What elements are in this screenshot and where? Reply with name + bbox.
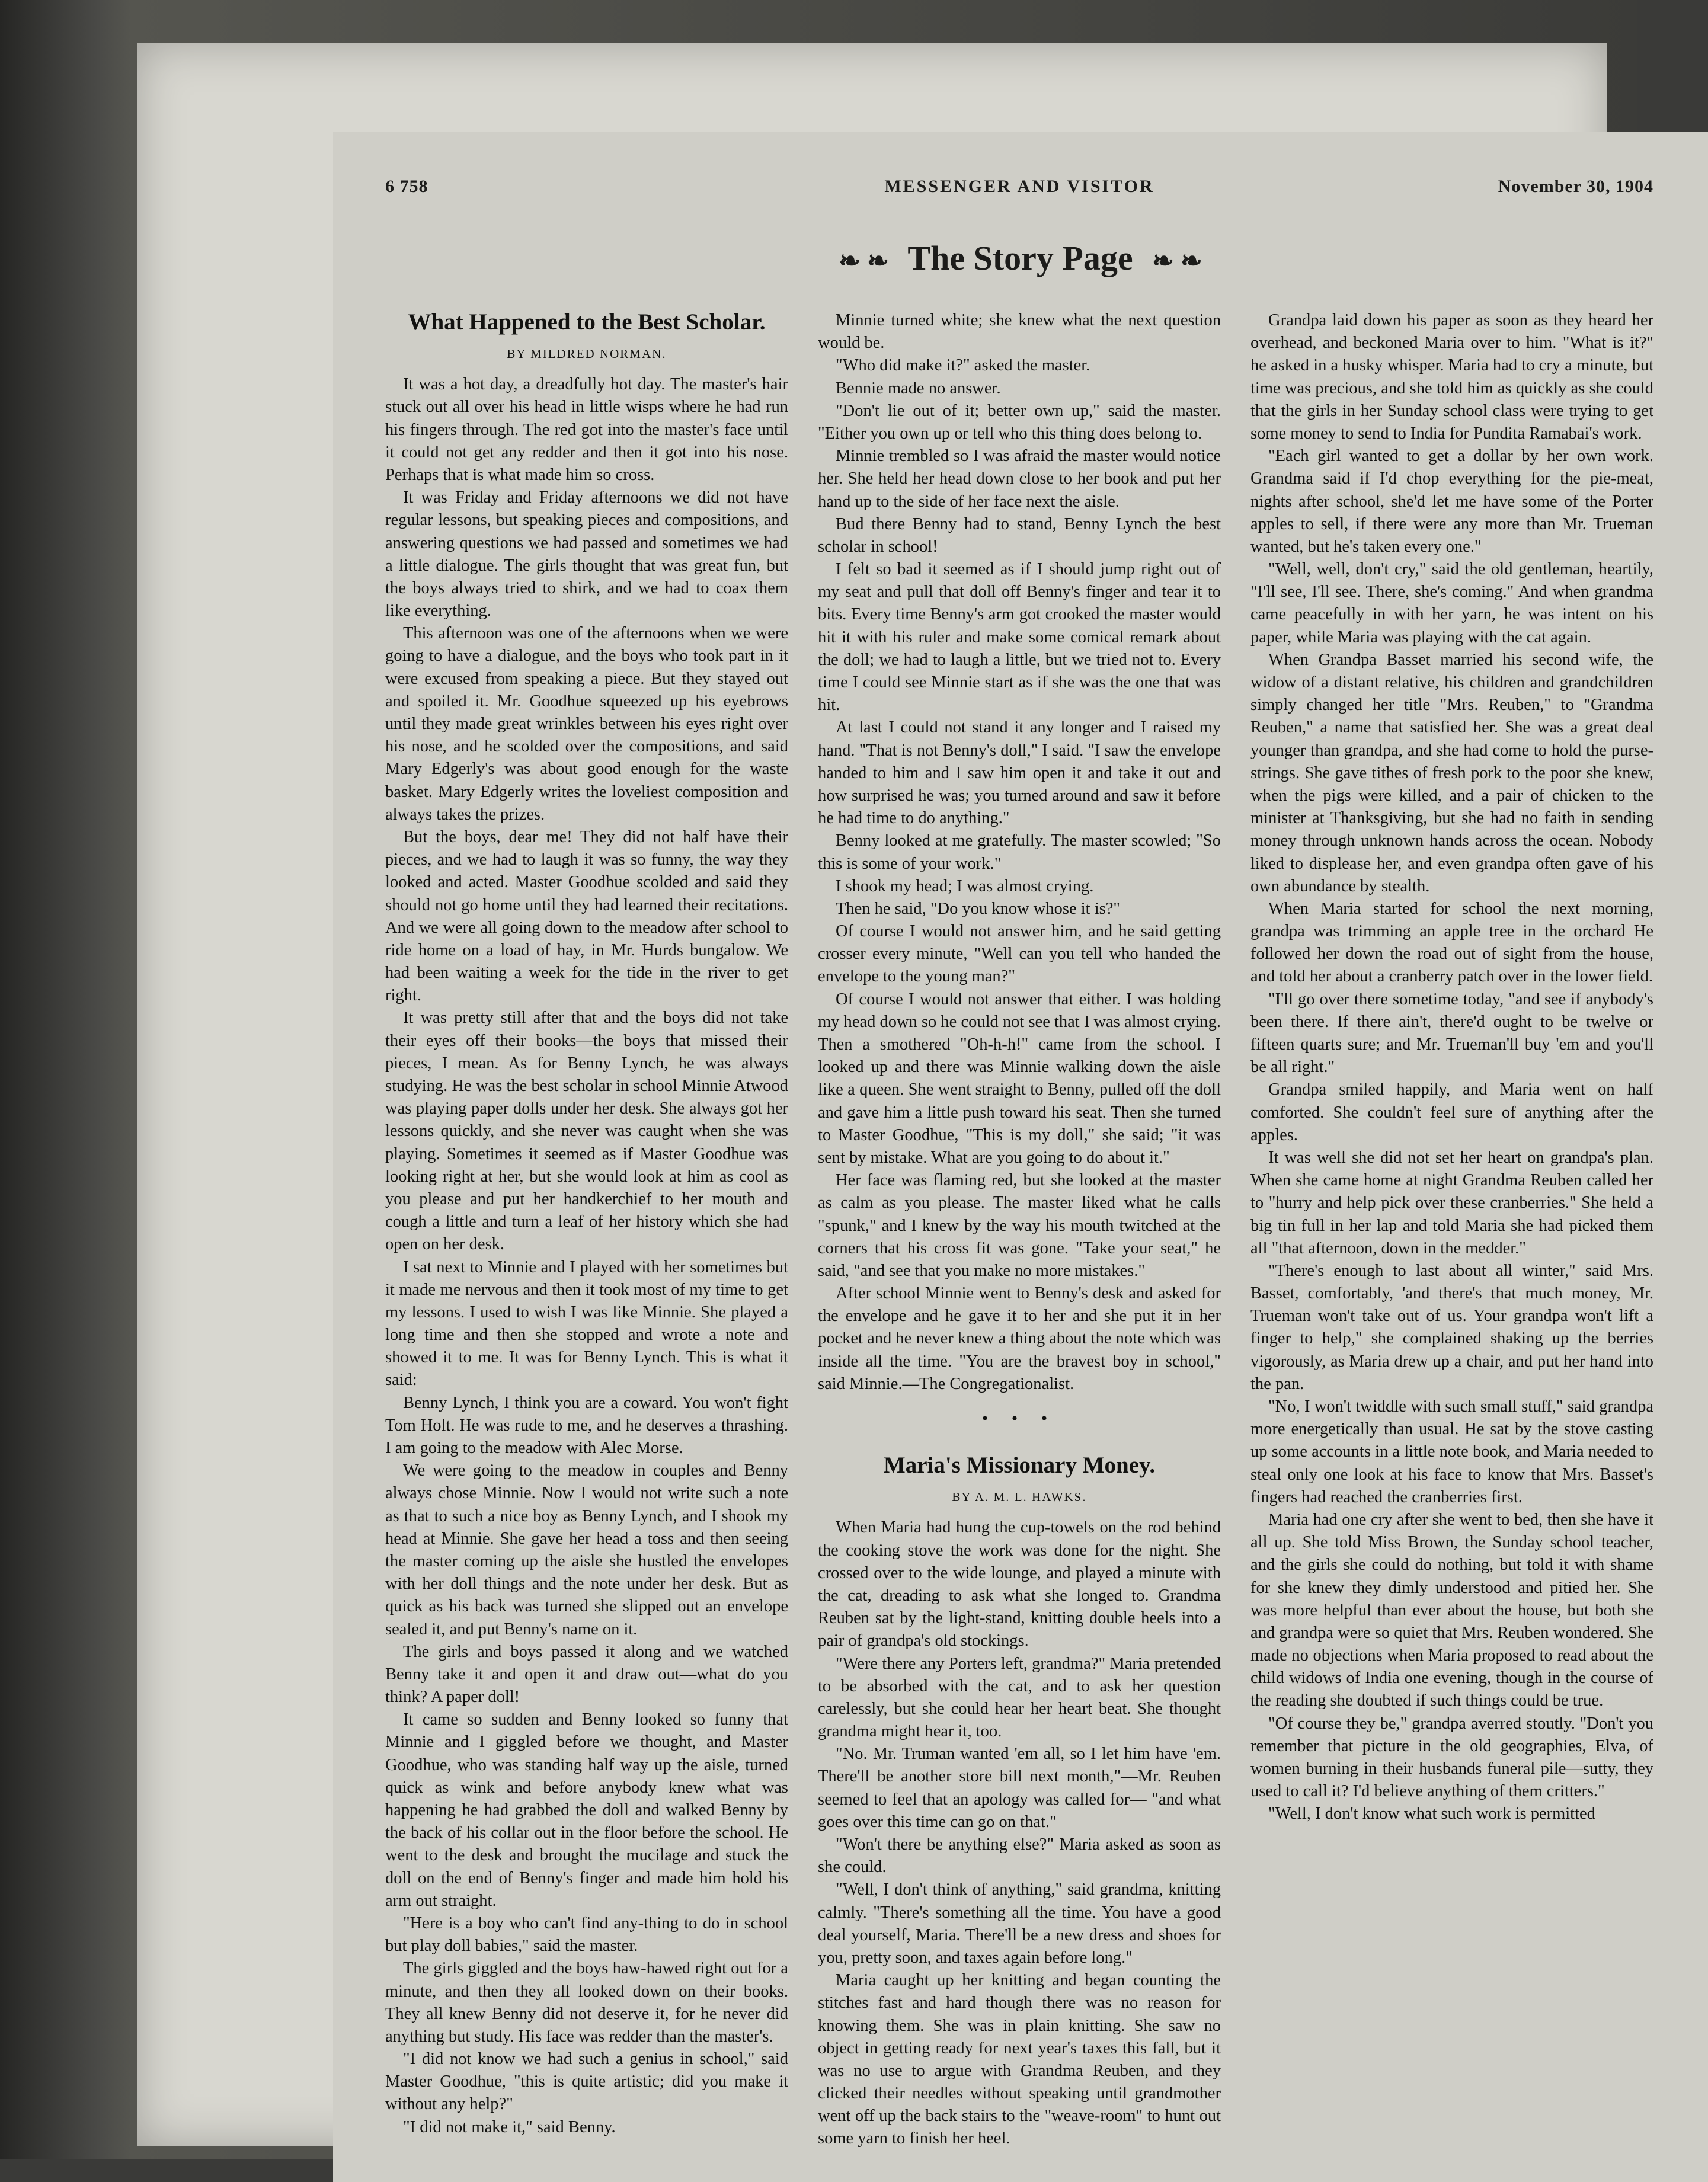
article-paragraph: Grandpa smiled happily, and Maria went on half comforted. She couldn't feel sure of anything after the apples. xyxy=(1250,1080,1653,1144)
article-paragraph: The girls giggled and the boys haw-hawed right out for a minute, and then they all looked down on their books. They all knew Benny did not deserve it, for he never did anything but study. His face was redder than the master's. xyxy=(385,1959,788,2046)
column-2 xyxy=(818,309,1221,2170)
article-paragraph: "No. Mr. Truman wanted 'em all, so I let him have 'em. There'll be another store bill next month,"—Mr. Reuben seemed to feel that an apology was called for— "and what goes over this time can go on that." xyxy=(818,1745,1221,1831)
article-paragraph: When Maria had hung the cup-towels on the rod behind the cooking stove the work was done for the night. She crossed over to the wide lounge, and played a minute with the cat, dreading to ask what she longed to. Grandma Reuben sat by the light-stand, knitting double heels into a pair of grandpa's old stockings. xyxy=(818,1518,1221,1650)
article-paragraph: When Maria started for school the next morning, grandpa was trimming an apple tree in the orchard He followed her down the road out of sight from the house, and told her about a cranberry patch over in the lower field. xyxy=(1250,899,1653,986)
section-title-text: The Story Page xyxy=(907,239,1133,277)
article-paragraph: Of course I would not answer that either. I was holding my head down so he could not see that I was almost crying. Then a smothered "Oh-h-h!" came from the school. I looked up and there was Minnie walking down the aisle like a queen. She went straight to Benny, pulled off the doll and gave him a little push toward his seat. Then she turned to Master Goodhue, "This is my doll," she said; "it was sent by mistake. What are you going to do about it." xyxy=(818,990,1221,1167)
article-paragraph: This afternoon was one of the afternoons when we were going to have a dialogue, and the boys who took part in it were excused from speaking a piece. But they stayed out and spoiled it. Mr. Goodhue squeezed up his eyebrows until they made great wrinkles between his eyes right over his nose, and he scolded over the compositions, and said Mary Edgerly's was about good enough for the waste basket. Mary Edgerly writes the loveliest composition and always takes the prizes. xyxy=(385,624,788,824)
article-paragraph: Then he said, "Do you know whose it is?" xyxy=(836,899,1120,918)
article-paragraph: It was a hot day, a dreadfully hot day. The master's hair stuck out all over his head in little wisps where he had run his fingers through. The red got into the master's face until it could not get any redder and then it got into his nose. Perhaps that is what made him so cross. xyxy=(385,375,788,484)
article-separator: • • • xyxy=(981,1409,1057,1428)
article-paragraph: "Were there any Porters left, grandma?" Maria pretended to be absorbed with the cat, and to ask her question carelessly, but she could hear her heart beat. She thought grandma might hear it, too. xyxy=(818,1654,1221,1741)
article-byline: BY A. M. L. HAWKS. xyxy=(952,1490,1087,1505)
article-paragraph: "Who did make it?" asked the master. xyxy=(836,356,1090,375)
issue-date: November 30, 1904 xyxy=(1498,177,1653,196)
article-paragraph: "Won't there be anything else?" Maria asked as soon as she could. xyxy=(818,1835,1221,1877)
article-paragraph: After school Minnie went to Benny's desk and asked for the envelope and he gave it to her and she put it in her pocket and he never knew a thing about the note which was inside all the time. "You are the bravest boy in school," said Minnie.—The Congregationalist. xyxy=(818,1284,1221,1393)
column-3 xyxy=(1250,309,1653,2170)
article-paragraph: "Here is a boy who can't find any-thing to do in school but play doll babies," said the master. xyxy=(385,1914,788,1956)
article-paragraph: We were going to the meadow in couples and Benny always chose Minnie. Now I would not write such a note as that to such a nice boy as Benny Lynch, and I shook my head at Minnie. She gave her head a toss and then seeing the master coming up the aisle she hustled the envelopes with her doll things and the note under her desk. But as quick as his back was turned she slipped out an envelope sealed it, and put Benny's name on it. xyxy=(385,1461,788,1639)
article-title: Maria's Missionary Money. xyxy=(883,1452,1156,1479)
article-paragraph: "There's enough to last about all winter," said Mrs. Basset, comfortably, 'and there's that much money, Mr. Trueman won't take out of us. Your grandpa won't lift a finger to help," she complained shaking up the berries vigorously, as Maria drew up a chair, and put her hand into the pan. xyxy=(1250,1261,1653,1393)
article-paragraph: I felt so bad it seemed as if I should jump right out of my seat and pull that doll off Benny's finger and tear it to bits. Every time Benny's arm got crooked the master would hit it with his ruler and make some comical remark about the doll; we had to laugh a little, but we tried not to. Every time I could see Minnie start as if she was the one that was hit. xyxy=(818,560,1221,715)
article-paragraph: Benny Lynch, I think you are a coward. You won't fight Tom Holt. He was rude to me, and he deserves a thrashing. I am going to the meadow with Alec Morse. xyxy=(385,1393,788,1457)
article-byline: BY MILDRED NORMAN. xyxy=(507,347,667,361)
article-title: What Happened to the Best Scholar. xyxy=(408,309,766,335)
article-paragraph: Of course I would not answer him, and he said getting crosser every minute, "Well can you tell who handed the envelope to the young man?" xyxy=(818,922,1221,986)
page-header xyxy=(385,177,1653,212)
ornament-left-icon: ❧ ❧ xyxy=(839,247,889,276)
article-paragraph: Grandpa laid down his paper as soon as they heard her overhead, and beckoned Maria over to him. "What is it?" he asked in a husky whisper. Maria had to cry a minute, but time was precious, and she told him as quickly as she could that the girls in her Sunday school class were trying to get some money to send to India for Pundita Ramabai's work. xyxy=(1250,311,1653,443)
article-paragraph: "I did not make it," said Benny. xyxy=(403,2117,616,2136)
article-paragraph: "Each girl wanted to get a dollar by her own work. Grandma said if I'd chop everything for the pie-meat, nights after school, she'd let me have some of the Porter apples to sell, if there were any more than Mr. Trueman wanted, but he's taken every one." xyxy=(1250,447,1653,556)
article-paragraph: At last I could not stand it any longer and I raised my hand. "That is not Benny's doll," I said. "I saw the envelope handed to him and I saw him open it and take it out and how surprised he was; you turned around and saw it before he had time to do anything." xyxy=(818,718,1221,828)
paper-sheet xyxy=(137,43,1653,2148)
article-paragraph: Her face was flaming red, but she looked at the master as calm as you please. The master liked what he calls "spunk," and I knew by the way his mouth twitched at the corners that his cross fit was gone. "Take your seat," he said, "and see that you make no more mistakes." xyxy=(818,1171,1221,1280)
article-paragraph: "I did not know we had such a genius in school," said Master Goodhue, "this is quite artistic; did you make it without any help?" xyxy=(385,2050,788,2114)
article-paragraph: When Grandpa Basset married his second wife, the widow of a distant relative, his children and grandchildren simply changed her title "Mrs. Reuben," to "Grandma Reuben," a name that satisfied her. She was a great deal younger than grandpa, and she had come to hold the purse-strings. She gave tithes of fresh pork to the poor she knew, when the pigs were killed, and a pair of chicken to the minister at Thanksgiving, but she had no faith in sending money through unknown hands across the ocean. Nobody liked to displease her, and even grandpa often gave of his own abundance by stealth. xyxy=(1250,650,1653,895)
article-paragraph: "Of course they be," grandpa averred stoutly. "Don't you remember that picture in the old geographies, Elva, of women burning in their husbands funeral pile—sutty, they used to call it? I'd believe anything of them critters." xyxy=(1250,1714,1653,1801)
column-1 xyxy=(385,309,788,2170)
page-number: 6 758 xyxy=(385,177,428,196)
article-paragraph: "No, I won't twiddle with such small stuff," said grandpa more energetically than usual. He sat by the stove casting up some accounts in a little note book, and Maria needed to steal only one look at his face to know that Mrs. Basset's fingers had reached the cranberries first. xyxy=(1250,1397,1653,1506)
article-paragraph: But the boys, dear me! They did not half have their pieces, and we had to laugh it was so funny, the way they looked and acted. Master Goodhue scolded and said they should not go home until they had learned their recitations. And we were all going down to the meadow after school to ride home on a load of hay, in Mr. Hurds bungalow. We had been waiting a week for the tide in the river to get right. xyxy=(385,827,788,1005)
article-paragraph: I shook my head; I was almost crying. xyxy=(836,876,1094,895)
article-paragraph: "I'll go over there sometime today, "and see if anybody's been there. If there ain't, there'd ought to be twelve or fifteen quarts sure; and Mr. Trueman'll buy 'em and you'll be all right." xyxy=(1250,990,1653,1077)
article-paragraph: Maria had one cry after she went to bed, then she have it all up. She told Miss Brown, the Sunday school teacher, and the girls she could do nothing, but told it with shame for she knew they dimly understood and pitied her. She was more helpful than ever about the house, but both she and grandpa were so quiet that Mrs. Reuben wondered. She made no objections when Maria proposed to read about the child widows of India one evening, though in the course of the reading she doubted if such things could be true. xyxy=(1250,1510,1653,1710)
article-paragraph: Maria caught up her knitting and began counting the stitches fast and hard though there was no reason for knowing them. She was in plain knitting. She saw no object in getting ready for next year's taxes this fall, but it was no use to argue with Grandma Reuben, and they clicked their needles without speaking until grandmother went off up the back stairs to the "weave-room" to hunt out some yarn to finish her heel. xyxy=(818,1971,1221,2148)
article-paragraph: It was Friday and Friday afternoons we did not have regular lessons, but speaking pieces and compositions, and answering questions we had passed and sometimes we had a little dialogue. The girls thought that was great fun, but the boys always tried to shirk, and we had to coax them like everything. xyxy=(385,488,788,620)
article-paragraph: Bud there Benny had to stand, Benny Lynch the best scholar in school! xyxy=(818,514,1221,556)
article-paragraph: The girls and boys passed it along and we watched Benny take it and open it and draw out—what do you think? A paper doll! xyxy=(385,1642,788,1707)
section-title xyxy=(333,238,1708,278)
newspaper-page xyxy=(333,132,1708,2182)
ornament-right-icon: ❧ ❧ xyxy=(1152,247,1202,276)
article-paragraph: I sat next to Minnie and I played with her sometimes but it made me nervous and then it took most of my time to get my lessons. I used to wish I was like Minnie. She played a long time and then she stopped and wrote a note and showed it to me. It was for Benny Lynch. This is what it said: xyxy=(385,1258,788,1390)
article-paragraph: Benny looked at me gratefully. The master scowled; "So this is some of your work." xyxy=(818,831,1221,873)
masthead: MESSENGER AND VISITOR xyxy=(884,177,1154,196)
article-paragraph: "Well, I don't think of anything," said grandma, knitting calmly. "There's something all the time. You have a good deal yourself, Maria. There'll be a new dress and shoes for you, pretty soon, and taxes again before long." xyxy=(818,1880,1221,1967)
article-paragraph: It was well she did not set her heart on grandpa's plan. When she came home at night Grandma Reuben called her to "hurry and help pick over these cranberries." She held a big tin full in her lap and told Maria she had picked them all "that afternoon, down in the medder." xyxy=(1250,1148,1653,1258)
article-paragraph: It was pretty still after that and the boys did not take their eyes off their books—the boys that missed their pieces, I mean. As for Benny Lynch, he was always studying. He was the best scholar in school Minnie Atwood was playing paper dolls under her desk. She always got her lessons quickly, and she never was caught when she was playing. Sometimes it seemed as if Master Goodhue was looking right at her, but she would look at him as cool as you please and put her handkerchief to her mouth and cough a little and turn a leaf of her history which she had open on her desk. xyxy=(385,1009,788,1254)
article-paragraph: "Don't lie out of it; better own up," said the master. "Either you own up or tell who this thing does belong to. xyxy=(818,401,1221,443)
article-paragraph: "Well, I don't know what such work is permitted xyxy=(1268,1805,1595,1823)
article-paragraph: Minnie turned white; she knew what the next question would be. xyxy=(818,311,1221,353)
article-columns xyxy=(385,309,1653,2170)
article-paragraph: "Well, well, don't cry," said the old gentleman, heartily, "I'll see, I'll see. There, she's coming." And when grandma came peacefully in with her yarn, he was intent on his paper, while Maria was playing with the cat again. xyxy=(1250,560,1653,647)
article-paragraph: It came so sudden and Benny looked so funny that Minnie and I giggled before we thought, and Master Goodhue, who was standing half way up the aisle, turned quick as wink and before anybody knew what was happening he had grabbed the doll and walked Benny by the back of his collar out in the floor before the school. He went to the desk and brought the mucilage and stuck the doll on the end of Benny's finger and made him hold his arm out straight. xyxy=(385,1710,788,1910)
article-paragraph: Minnie trembled so I was afraid the master would notice her. She held her head down close to her book and put her hand up to the side of her face next the aisle. xyxy=(818,447,1221,511)
article-paragraph: Bennie made no answer. xyxy=(836,379,1001,398)
